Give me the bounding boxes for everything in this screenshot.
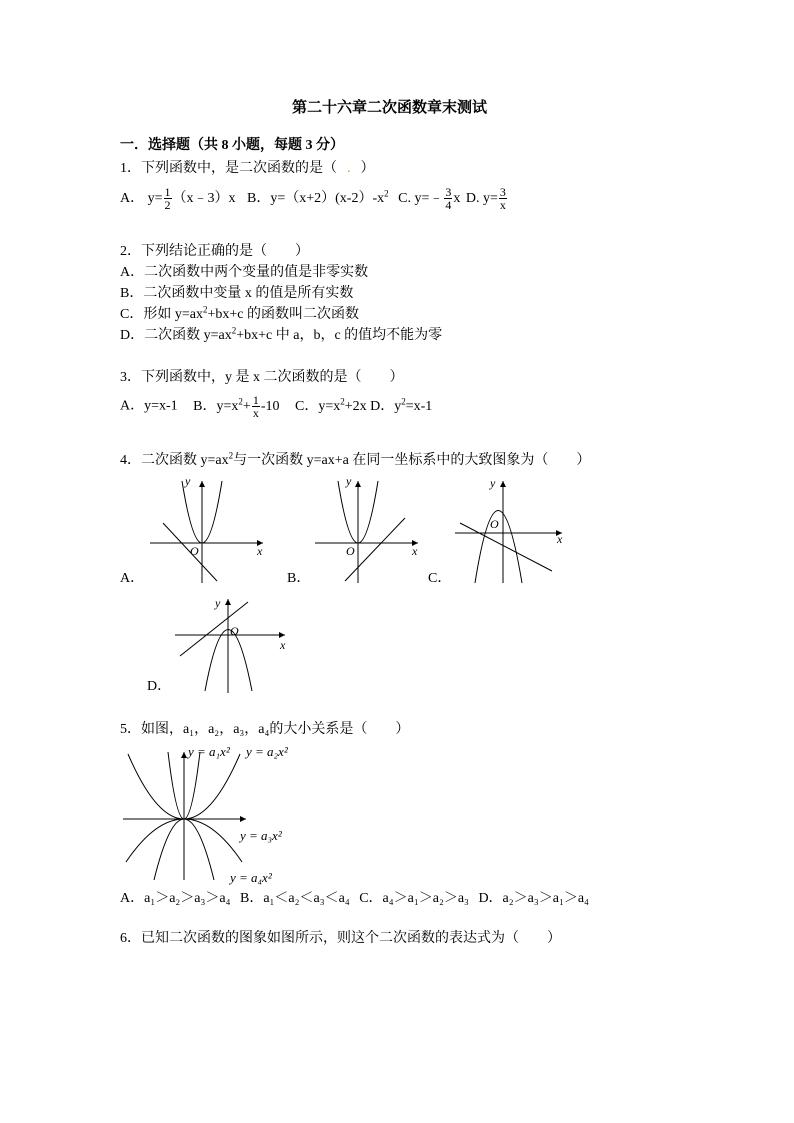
q3-option-b-mid: + <box>242 398 251 414</box>
q2-option-c-post: +bx+c 的函数叫二次函数 <box>207 307 359 322</box>
fraction-numerator: 1 <box>164 185 171 199</box>
y-axis-arrow <box>225 599 231 605</box>
curve-label-a1: y = a₁x² <box>188 744 230 759</box>
q1-option-b <box>247 188 389 206</box>
x-axis-label: x <box>557 532 563 546</box>
y-axis-arrow <box>181 752 187 758</box>
q4-graph-b <box>310 473 430 588</box>
q1-option-c-suffix: x <box>453 190 461 206</box>
q2-option-a: A．二次函数中两个变量的值是非零实数 <box>120 265 369 280</box>
q3-option-b-fraction <box>252 394 260 419</box>
question-1-options <box>120 186 508 211</box>
q1-option-c-prefix: C. y=﹣ <box>398 190 444 206</box>
curve-label-a3: y = a₃x² <box>240 828 282 843</box>
q3-option-b <box>193 393 280 420</box>
q1-option-d-fraction <box>499 186 507 211</box>
q4-label-d: D． <box>147 679 172 694</box>
q3-option-d <box>370 396 433 414</box>
fraction-numerator: 3 <box>499 185 506 199</box>
q3-option-b-pre: B．y=x <box>193 398 239 414</box>
superscript: 2 <box>202 304 208 315</box>
question-5-stem: 5．如图，a₁，a₂，a₃，a₄的大小关系是（ ） <box>120 722 410 737</box>
q1-option-d <box>465 185 508 212</box>
y-axis-arrow <box>355 481 361 487</box>
q3-option-c-pre: C．y=x <box>294 398 341 414</box>
q1-option-b-text: B．y=（x+2）(x-2）-x <box>247 190 385 206</box>
q2-option-d-pre: D．二次函数 y=ax <box>120 328 232 343</box>
x-axis-label: x <box>412 544 418 558</box>
q4-label-b: B． <box>287 571 311 586</box>
q4-label-c: C． <box>428 571 452 586</box>
q2-option-b: B．二次函数中变量 x 的值是所有实数 <box>120 286 354 301</box>
q3-option-d-pre: D．y <box>370 398 402 414</box>
question-2-stem: 2．下列结论正确的是（ ） <box>120 244 309 259</box>
question-1-stem <box>120 160 375 178</box>
fraction-denominator: x <box>499 198 506 212</box>
superscript: 2 <box>401 396 406 407</box>
x-axis-arrow <box>240 816 246 822</box>
y-axis-label: y <box>215 596 221 610</box>
superscript: 2 <box>384 188 389 199</box>
q2-option-d-post: +bx+c 中 a，b，c 的值均不能为零 <box>236 328 443 343</box>
q3-option-c <box>294 396 367 414</box>
q3-option-d-post: =x-1 <box>405 398 433 414</box>
q4-label-a: A． <box>120 571 145 586</box>
x-axis-label: x <box>280 638 286 652</box>
q5-option-d: D．a₂＞a₃＞a₁＞a₄ <box>478 891 589 906</box>
superscript: 2 <box>231 325 237 336</box>
fraction-numerator: 3 <box>445 185 452 199</box>
q3-option-b-post: -10 <box>260 398 280 414</box>
page-title: 第二十六章二次函数章末测试 <box>292 100 488 116</box>
y-axis-arrow <box>199 481 205 487</box>
q1-option-d-prefix: D. y= <box>465 190 498 206</box>
q4-stem-pre: 4．二次函数 y=ax <box>120 453 229 468</box>
y-axis-label: y <box>490 476 496 490</box>
q5-option-a: A．a₁＞a₂＞a₃＞a₄ <box>120 891 231 906</box>
answer-dot: . <box>347 161 351 176</box>
q2-option-c-pre: C．形如 y=ax <box>120 307 203 322</box>
q1-option-c-fraction <box>444 186 452 211</box>
q1-option-a-fraction <box>164 186 172 211</box>
q3-option-a: A．y=x-1 <box>120 398 178 414</box>
question-4-stem <box>120 452 590 470</box>
q4-stem-post: 与一次函数 y=ax+a 在同一坐标系中的大致图象为（ ） <box>233 453 591 468</box>
q5-graph <box>118 740 318 890</box>
q2-option-d <box>120 327 442 345</box>
fraction-denominator: 2 <box>164 198 171 212</box>
q4-graph-a <box>145 473 275 588</box>
superscript: 2 <box>228 450 234 461</box>
question-3-stem: 3．下列函数中，y 是 x 二次函数的是（ ） <box>120 370 404 385</box>
superscript: 2 <box>238 396 243 407</box>
q5-option-c: C．a₄＞a₁＞a₂＞a₃ <box>359 891 469 906</box>
origin-label: O <box>190 544 199 558</box>
q1-option-a <box>120 185 239 212</box>
linear-function <box>460 523 552 571</box>
q1-option-c <box>398 185 464 212</box>
fraction-denominator: 4 <box>445 198 452 212</box>
x-axis-label: x <box>257 544 263 558</box>
fraction-denominator: x <box>252 406 259 420</box>
q4-graph-c <box>450 473 575 588</box>
question-6-stem: 6．已知二次函数的图象如图所示，则这个二次函数的表达式为（ ） <box>120 931 561 946</box>
q1-option-a-suffix: （x﹣3）x <box>172 190 236 206</box>
question-5-options <box>120 890 589 908</box>
question-3-options <box>120 394 432 419</box>
origin-label: O <box>230 624 239 638</box>
curve-label-a2: y = a₂x² <box>246 744 288 759</box>
question-1-stem-tail: ） <box>360 161 375 176</box>
q4-graph-d <box>170 593 295 698</box>
y-axis-arrow <box>500 481 506 487</box>
fraction-numerator: 1 <box>252 393 259 407</box>
q2-option-c <box>120 306 359 324</box>
q3-option-c-post: +2x <box>344 398 367 414</box>
y-axis-label: y <box>346 474 352 488</box>
section-heading: 一．选择题（共 8 小题，每题 3 分） <box>120 138 344 153</box>
origin-label: O <box>346 544 355 558</box>
q1-option-a-prefix: A． y= <box>120 190 163 206</box>
question-1-stem-text: 1．下列函数中，是二次函数的是（ <box>120 161 337 176</box>
curve-label-a4: y = a₄x² <box>230 870 272 885</box>
y-axis-label: y <box>185 474 191 488</box>
q5-option-b: B．a₁＜a₂＜a₃＜a₄ <box>240 891 350 906</box>
origin-label: O <box>490 517 499 531</box>
superscript: 2 <box>340 396 345 407</box>
